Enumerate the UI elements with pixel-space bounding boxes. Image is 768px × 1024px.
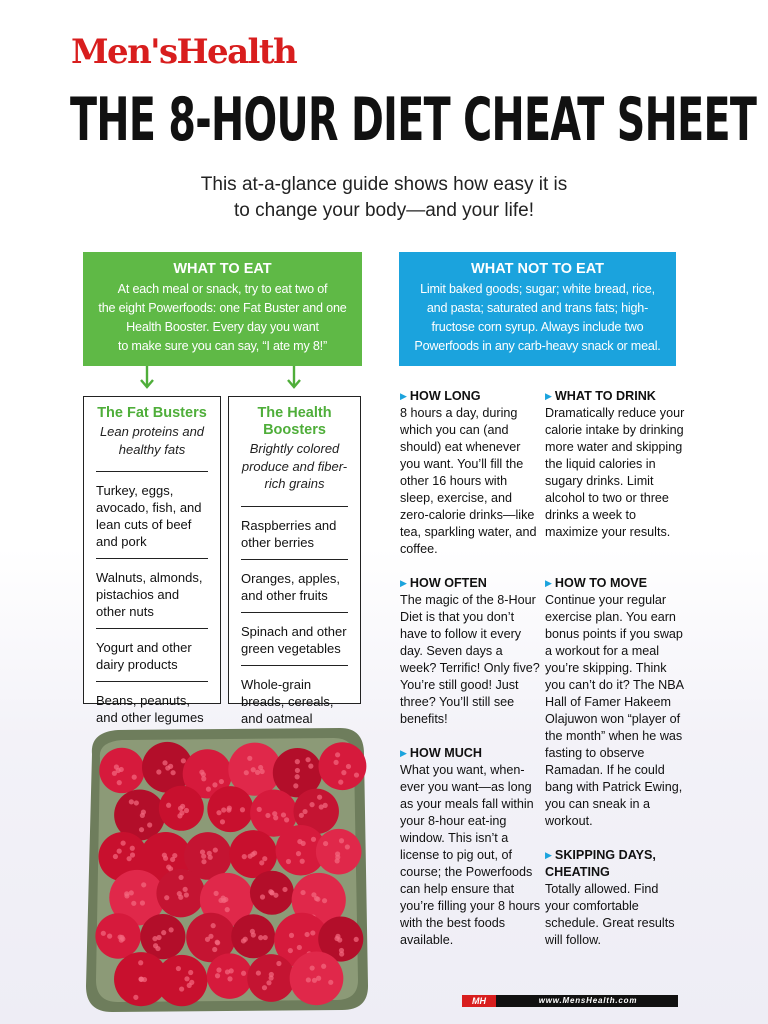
page-title: THE 8-HOUR DIET CHEAT SHEET [70, 85, 757, 155]
what-to-eat-line: Health Booster. Every day you want [126, 320, 319, 334]
fat-busters-box [83, 396, 221, 725]
health-booster-item: Oranges, apples, and other fruits [241, 559, 348, 612]
what-not-to-eat-box [399, 252, 676, 366]
skipping-days-section [545, 847, 685, 949]
footer-mh-logo: MH [462, 995, 496, 1007]
health-booster-item: Whole-grain breads, cereals, and oatmeal [241, 665, 348, 735]
what-to-drink-text: Dramatically reduce your calorie intake by drinking more water and skipping the liquid calories in sugary drinks. Limit alcohol to two or three drinks a week to maximize your results. [545, 406, 685, 539]
what-to-drink-section [545, 388, 685, 541]
what-to-drink-heading [545, 388, 685, 405]
subtitle-line: This at-a-glance guide shows how easy it is [200, 174, 568, 195]
arrow-down-icon [287, 366, 301, 390]
what-not-to-eat-line: Limit baked goods; sugar; white bread, rice, [420, 282, 655, 296]
health-boosters-box [228, 396, 361, 726]
what-to-eat-line: the eight Powerfoods: one Fat Buster and one [98, 301, 347, 315]
fat-buster-item: Beans, peanuts, and other legumes [96, 681, 208, 734]
health-booster-item: Spinach and other green vegetables [241, 612, 348, 665]
how-to-move-heading [545, 575, 685, 592]
health-booster-item: Raspberries and other berries [241, 506, 348, 559]
health-boosters-title: The Health Boosters [257, 405, 332, 438]
subtitle-line: to change your body—and your life! [234, 200, 534, 221]
triangle-bullet-icon: ▶ [545, 578, 552, 588]
fat-buster-item: Walnuts, almonds, pistachios and other nuts [96, 558, 208, 628]
arrow-down-icon [140, 366, 154, 390]
raspberries-basket-icon [78, 724, 374, 1014]
triangle-bullet-icon: ▶ [400, 748, 407, 758]
what-to-eat-box [83, 252, 362, 366]
how-often-heading [400, 575, 540, 592]
fat-busters-subtitle: Lean proteins and healthy fats [99, 424, 205, 457]
triangle-bullet-icon: ▶ [400, 578, 407, 588]
health-boosters-subtitle: Brightly colored produce and fiber-rich grains [241, 441, 348, 491]
fat-buster-item: Yogurt and other dairy products [96, 628, 208, 681]
how-much-heading [400, 745, 540, 762]
mens-health-logo: Men'sHealth [71, 32, 297, 72]
how-often-section [400, 575, 540, 728]
how-long-section [400, 388, 540, 558]
how-to-move-text: Continue your regular exercise plan. You earn bonus points if you swap a workout for a meal you’re skipping. Think you can’t do it? The NBA Hall of Famer Hakeem Olajuwon won “player of the month” when he was fasting to observe Ramadan. If he could bang with Patrick Ewing, you can sneak in a workout. [545, 593, 684, 828]
footer-url: www.MensHealth.com [538, 996, 638, 1005]
what-to-drink-title: WHAT TO DRINK [554, 389, 656, 403]
how-long-text: 8 hours a day, during which you can (and should) eat whenever you want. You’ll fill the other 16 hours with sleep, exercise, and zero-calorie drinks—like tea, sparkling water, and coffee. [400, 406, 537, 556]
what-to-eat-line: At each meal or snack, try to eat two of [117, 282, 328, 296]
what-not-to-eat-title: WHAT NOT TO EAT [471, 261, 604, 277]
how-long-title: HOW LONG [409, 389, 481, 403]
how-often-text: The magic of the 8-Hour Diet is that you don’t have to follow it every day. Seven days a week? Terrific! Only five? You’re still good! Just three? You’ll still see benefits! [400, 593, 540, 726]
skipping-days-title: SKIPPING DAYS, CHEATING [545, 848, 656, 879]
how-often-title: HOW OFTEN [409, 576, 487, 590]
page-subtitle [84, 172, 684, 224]
what-to-eat-title: WHAT TO EAT [173, 261, 272, 277]
how-much-section [400, 745, 540, 949]
what-to-eat-line: to make sure you can say, “I ate my 8!” [118, 339, 327, 353]
fat-buster-item: Turkey, eggs, avocado, fish, and lean cuts of beef and pork [96, 471, 208, 558]
fat-busters-title: The Fat Busters [97, 405, 207, 421]
what-not-to-eat-line: fructose corn syrup. Always include two [431, 320, 644, 334]
what-not-to-eat-line: and pasta; saturated and trans fats; high- [426, 301, 649, 315]
triangle-bullet-icon: ▶ [400, 391, 407, 401]
how-much-title: HOW MUCH [409, 746, 482, 760]
skipping-days-heading [545, 847, 685, 881]
triangle-bullet-icon: ▶ [545, 391, 552, 401]
how-long-heading [400, 388, 540, 405]
how-to-move-section [545, 575, 685, 830]
what-not-to-eat-line: Powerfoods in any carb-heavy snack or meal. [414, 339, 661, 353]
triangle-bullet-icon: ▶ [545, 850, 552, 860]
how-to-move-title: HOW TO MOVE [554, 576, 648, 590]
how-much-text: What you want, when-ever you want—as long as your meals fall within your 8-hour eat-ing window. This isn’t a license to pig out, of course; the Powerfoods can help ensure that you’re filling your 8 hours with the best foods available. [400, 763, 541, 947]
skipping-days-text: Totally allowed. Find your comfortable schedule. Great results will follow. [545, 882, 675, 947]
